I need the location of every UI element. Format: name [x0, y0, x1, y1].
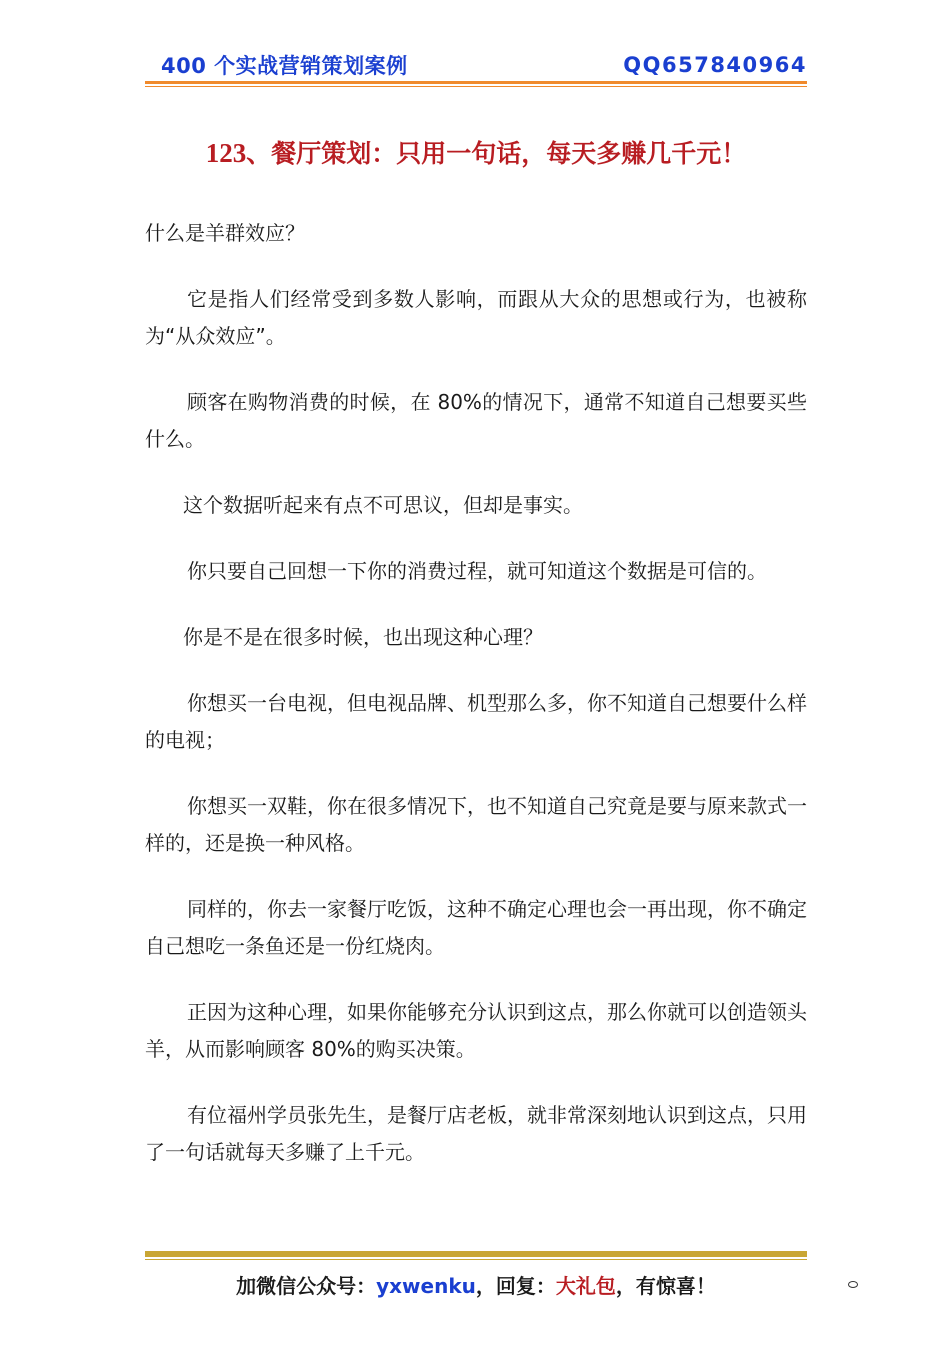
paragraph: 同样的，你去一家餐厅吃饭，这种不确定心理也会一再出现，你不确定自己想吃一条鱼还是一份红烧肉。 [145, 897, 807, 958]
paragraph: 顾客在购物消费的时候，在 80%的情况下，通常不知道自己想要买些什么。 [145, 390, 807, 451]
footer-gift: 大礼包 [555, 1274, 616, 1298]
paragraph: 你只要自己回想一下你的消费过程，就可知道这个数据是可信的。 [187, 559, 767, 583]
header-series-title: 400 个实战营销策划案例 [161, 54, 408, 78]
footer-wechat-id: yxwenku [376, 1274, 476, 1298]
footer-prefix: 加微信公众号： [236, 1274, 377, 1298]
page-corner-mark [848, 1281, 858, 1288]
paragraph: 这个数据听起来有点不可思议，但却是事实。 [183, 493, 583, 517]
paragraph: 你是不是在很多时候，也出现这种心理？ [183, 625, 543, 649]
paragraph: 你想买一双鞋，你在很多情况下，也不知道自己究竟是要与原来款式一样的，还是换一种风格。 [145, 794, 807, 855]
article-title [145, 134, 807, 170]
article-number: 123 [205, 138, 247, 168]
header-divider-thin [145, 86, 807, 87]
header-qq-number: QQ657840964 [623, 53, 807, 77]
page-footer [145, 1270, 807, 1299]
header-divider-thick [145, 81, 807, 84]
paragraph: 你想买一台电视，但电视品牌、机型那么多，你不知道自己想要什么样的电视； [145, 691, 807, 752]
paragraph-question: 什么是羊群效应？ [145, 221, 305, 245]
article-body [145, 215, 807, 1200]
paragraph: 有位福州学员张先生，是餐厅店老板，就非常深刻地认识到这点，只用了一句话就每天多赚了上千元。 [145, 1103, 807, 1164]
article-title-text: 、餐厅策划：只用一句话，每天多赚几千元！ [246, 139, 747, 168]
footer-suffix: ，有惊喜！ [615, 1274, 716, 1298]
footer-divider-thick [145, 1251, 807, 1257]
footer-middle: ，回复： [475, 1274, 556, 1298]
footer-divider-thin [145, 1259, 807, 1260]
page-header [145, 50, 807, 80]
paragraph: 正因为这种心理，如果你能够充分认识到这点，那么你就可以创造领头羊，从而影响顾客 80%的购买决策。 [145, 1000, 807, 1061]
paragraph: 它是指人们经常受到多数人影响，而跟从大众的思想或行为，也被称为“从众效应”。 [145, 287, 807, 348]
